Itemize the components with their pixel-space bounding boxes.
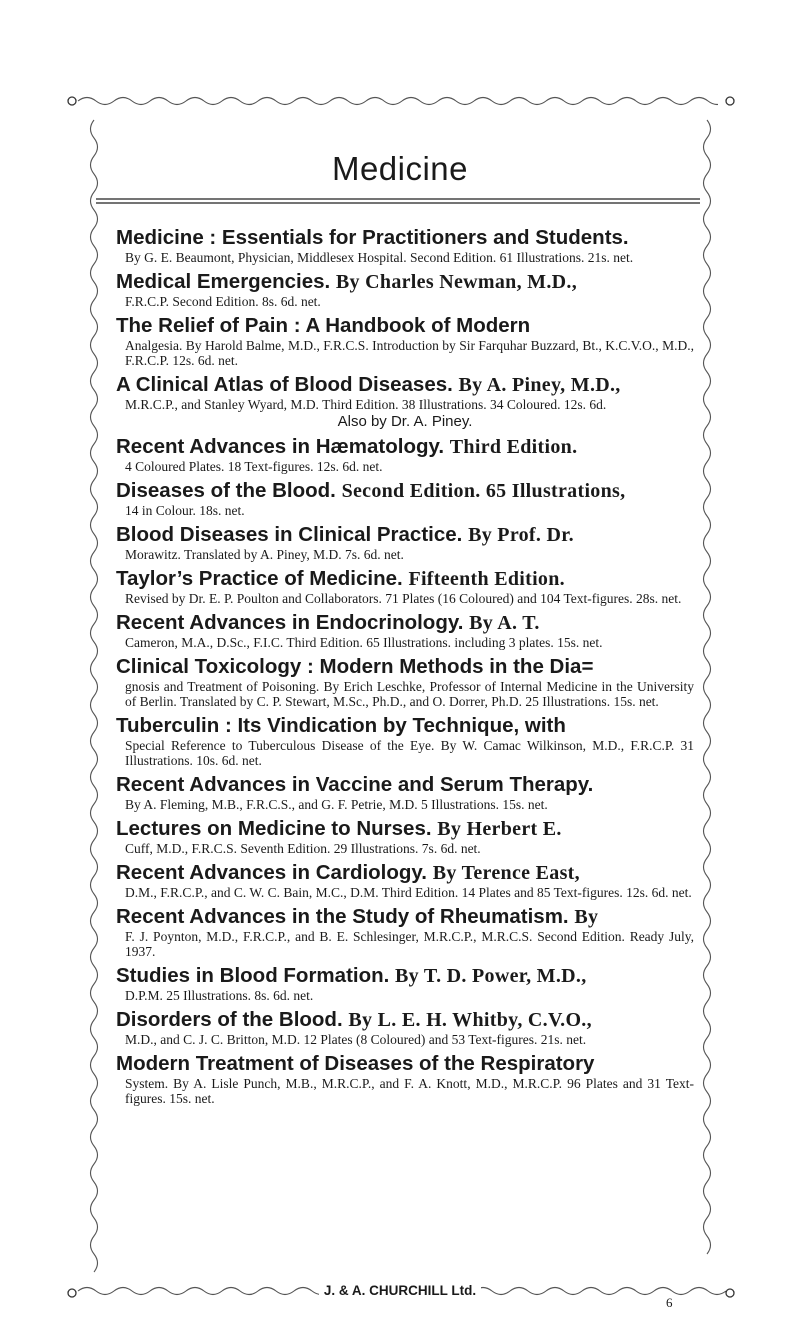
book-title-line xyxy=(116,1052,694,1076)
book-title: Recent Advances in Cardiology. xyxy=(116,861,427,884)
book-title: Clinical Toxicology : Modern Methods in the Dia= xyxy=(116,655,594,678)
book-title-line xyxy=(116,817,694,841)
book-title-line xyxy=(116,714,694,738)
book-entry xyxy=(116,523,694,562)
book-details: By G. E. Beaumont, Physician, Middlesex Hospital. Second Edition. 61 Illustrations. 21s. net. xyxy=(125,250,634,265)
book-entry xyxy=(116,773,694,812)
publisher-name: J. & A. CHURCHILL Ltd. xyxy=(319,1283,481,1298)
book-details: Revised by Dr. E. P. Poulton and Collaborators. 71 Plates (16 Coloured) and 104 Text-figures. 28s. net. xyxy=(125,591,682,606)
book-title-line xyxy=(116,773,694,797)
book-details: D.P.M. 25 Illustrations. 8s. 6d. net. xyxy=(125,988,314,1003)
page-title: Medicine xyxy=(331,150,469,187)
book-title-line xyxy=(116,861,694,885)
book-title-line xyxy=(116,611,694,635)
book-entry xyxy=(116,964,694,1003)
book-title-line xyxy=(116,567,694,591)
book-details: Morawitz. Translated by A. Piney, M.D. 7s. 6d. net. xyxy=(125,547,404,562)
book-title: Recent Advances in the Study of Rheumatism. xyxy=(116,905,569,928)
page-number: 6 xyxy=(666,1295,673,1310)
book-title-line xyxy=(116,905,694,929)
book-title-line xyxy=(116,435,694,459)
book-title-continuation: By Herbert E. xyxy=(437,818,562,840)
book-title: Disorders of the Blood. xyxy=(116,1008,343,1031)
book-list xyxy=(116,226,694,1111)
book-title-line xyxy=(116,270,694,294)
book-details: M.D., and C. J. C. Britton, M.D. 12 Plates (8 Coloured) and 53 Text-figures. 21s. net. xyxy=(125,1032,587,1047)
book-details: Cameron, M.A., D.Sc., F.I.C. Third Edition. 65 Illustrations. including 3 plates. 15s. net. xyxy=(125,635,603,650)
book-details: By A. Fleming, M.B., F.R.C.S., and G. F. Petrie, M.D. 5 Illustrations. 15s. net. xyxy=(125,797,548,812)
book-entry xyxy=(116,655,694,709)
book-title-continuation: By A. Piney, M.D., xyxy=(458,374,621,396)
book-title: Taylor’s Practice of Medicine. xyxy=(116,567,403,590)
book-title-line xyxy=(116,373,694,397)
book-details: Analgesia. By Harold Balme, M.D., F.R.C.S. Introduction by Sir Farquhar Buzzard, Bt., K.C.V.O., M.D., F.R.C.P. 12s. 6d. net. xyxy=(125,338,694,368)
book-title-line xyxy=(116,655,694,679)
book-details: 14 in Colour. 18s. net. xyxy=(125,503,245,518)
book-title-continuation: By T. D. Power, M.D., xyxy=(395,965,587,987)
book-details: F.R.C.P. Second Edition. 8s. 6d. net. xyxy=(125,294,321,309)
book-title-line xyxy=(116,964,694,988)
book-entry xyxy=(116,861,694,900)
publisher-footer xyxy=(0,1283,800,1298)
book-title-continuation: By Prof. Dr. xyxy=(468,524,574,546)
book-title-continuation: By L. E. H. Whitby, C.V.O., xyxy=(348,1009,592,1031)
book-title-line xyxy=(116,479,694,503)
book-title: Diseases of the Blood. xyxy=(116,479,336,502)
book-entry xyxy=(116,611,694,650)
book-title-continuation: By A. T. xyxy=(469,612,540,634)
book-details: D.M., F.R.C.P., and C. W. C. Bain, M.C., D.M. Third Edition. 14 Plates and 85 Text-figures. 12s. 6d. net. xyxy=(125,885,692,900)
book-details: gnosis and Treatment of Poisoning. By Erich Leschke, Professor of Internal Medicine in the University of Berlin. Translated by C. P. Stewart, M.Sc., Ph.D., and O. Dorrer, Ph.D. 25 Illustrations. 15s. net. xyxy=(125,679,694,709)
book-details: 4 Coloured Plates. 18 Text-figures. 12s. 6d. net. xyxy=(125,459,383,474)
book-title: Recent Advances in Vaccine and Serum Therapy. xyxy=(116,773,594,796)
book-details: F. J. Poynton, M.D., F.R.C.P., and B. E. Schlesinger, M.R.C.P., M.R.C.S. Second Edition. Ready July, 1937. xyxy=(125,929,694,959)
book-entry xyxy=(116,373,694,430)
book-title-line xyxy=(116,523,694,547)
book-title-line xyxy=(116,1008,694,1032)
book-entry xyxy=(116,905,694,959)
author-note: Also by Dr. A. Piney. xyxy=(337,413,473,430)
book-title-continuation: Third Edition. xyxy=(449,436,578,458)
book-entry xyxy=(116,567,694,606)
book-title-continuation: Fifteenth Edition. xyxy=(408,568,565,590)
book-title: Studies in Blood Formation. xyxy=(116,964,390,987)
book-title-continuation: By Terence East, xyxy=(432,862,580,884)
book-entry xyxy=(116,479,694,518)
book-details: Cuff, M.D., F.R.C.S. Seventh Edition. 29 Illustrations. 7s. 6d. net. xyxy=(125,841,481,856)
book-title-continuation: By Charles Newman, M.D., xyxy=(335,271,577,293)
book-title: A Clinical Atlas of Blood Diseases. xyxy=(116,373,453,396)
book-entry xyxy=(116,714,694,768)
book-title: Lectures on Medicine to Nurses. xyxy=(116,817,432,840)
book-title: Medicine : Essentials for Practitioners and Students. xyxy=(116,226,629,249)
book-title: Tuberculin : Its Vindication by Technique, with xyxy=(116,714,566,737)
book-entry xyxy=(116,817,694,856)
book-title: The Relief of Pain : A Handbook of Modern xyxy=(116,314,531,337)
book-title-continuation: Second Edition. 65 Illustrations, xyxy=(341,480,626,502)
book-entry xyxy=(116,435,694,474)
book-title-continuation: By xyxy=(574,906,599,928)
book-title-line xyxy=(116,226,694,250)
book-details: Special Reference to Tuberculous Disease of the Eye. By W. Camac Wilkinson, M.D., F.R.C.P. 31 Illustrations. 10s. 6d. net. xyxy=(125,738,694,768)
book-entry xyxy=(116,314,694,368)
book-title: Recent Advances in Endocrinology. xyxy=(116,611,464,634)
book-title: Recent Advances in Hæmatology. xyxy=(116,435,445,458)
book-title: Blood Diseases in Clinical Practice. xyxy=(116,523,463,546)
book-details: M.R.C.P., and Stanley Wyard, M.D. Third Edition. 38 Illustrations. 34 Coloured. 12s. 6d. xyxy=(125,397,607,412)
book-title: Medical Emergencies. xyxy=(116,270,331,293)
book-entry xyxy=(116,226,694,265)
book-entry xyxy=(116,1052,694,1106)
book-title: Modern Treatment of Diseases of the Respiratory xyxy=(116,1052,595,1075)
book-details: System. By A. Lisle Punch, M.B., M.R.C.P., and F. A. Knott, M.D., M.R.C.P. 96 Plates and 31 Text-figures. 15s. net. xyxy=(125,1076,694,1106)
book-title-line xyxy=(116,314,694,338)
book-entry xyxy=(116,270,694,309)
book-entry xyxy=(116,1008,694,1047)
